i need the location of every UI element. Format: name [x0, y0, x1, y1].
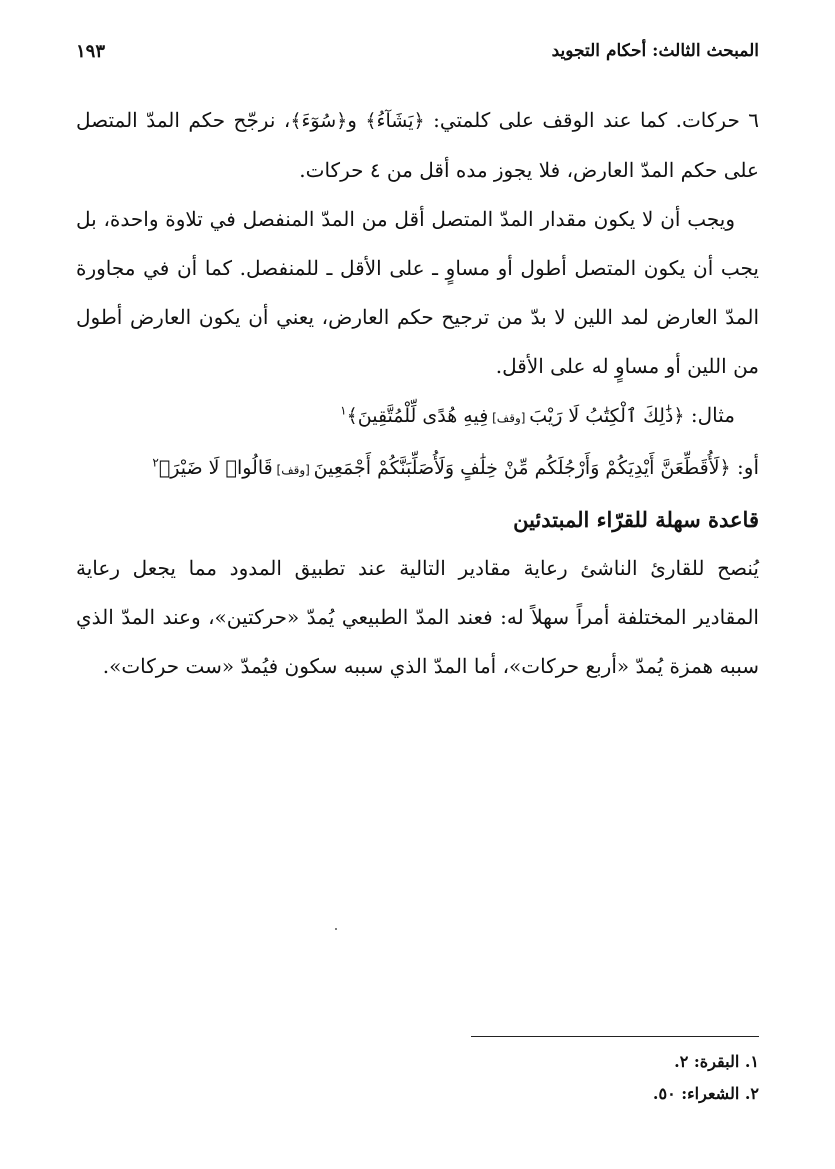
- footnote-2: ٢. الشعراء: ٥٠.: [652, 1084, 759, 1103]
- chapter-title: المبحث الثالث: أحكام التجويد: [551, 41, 759, 61]
- paragraph-3: يُنصح للقارئ الناشئ رعاية مقادير التالية عند تطبيق المدود مما يجعل رعاية المقادير المختلفة أمراً سهلاً له: فعند المدّ الطبيعي يُمدّ «حركتين»، وعند المدّ الذي سببه همزة يُمدّ «أربع حركات»، أما المدّ الذي سببه سكون فيُمدّ «ست حركات».: [76, 556, 759, 678]
- paragraph-1-text-c: ، نرجّح حكم المدّ المتصل على حكم المدّ العارض، فلا يجوز مده أقل من ٤ حركات.: [76, 108, 759, 182]
- footnote-ref-2: ٢: [152, 455, 159, 470]
- example-2: [76, 443, 759, 495]
- footnote-1: ١. البقرة: ٢.: [674, 1052, 759, 1071]
- running-header: [76, 36, 759, 66]
- example-2-verse-a: ﴿لَأُقَطِّعَنَّ أَيْدِيَكُمْ وَأَرْجُلَكُم مِّنْ خِلَٰفٍ وَلَأُصَلِّبَنَّكُمْ أَجْمَعِينَ: [313, 457, 731, 479]
- footnote-ref-1: ١: [340, 403, 347, 418]
- waqf-mark: [وقف]: [488, 411, 530, 425]
- quran-word-suu: ﴿سُوٓءَ﴾: [290, 110, 348, 132]
- waqf-mark: [وقف]: [272, 463, 314, 477]
- footnotes: [359, 1046, 759, 1110]
- example-1-verse-a: ﴿ذَٰلِكَ ٱلْكِتَٰبُ لَا رَيْبَ: [529, 405, 685, 427]
- paragraph-1-text-b: و: [347, 108, 366, 132]
- example-2-verse-b: قَالُوا۟ لَا ضَيْرَ﴾: [158, 457, 273, 479]
- paragraph-2: ويجب أن لا يكون مقدار المدّ المتصل أقل من المدّ المنفصل في تلاوة واحدة، بل يجب أن يكون المتصل أطول أو مساوٍ ـ على الأقل ـ للمنفصل. كما أن في مجاورة المدّ العارض لمد اللين لا بدّ من ترجيح حكم العارض، يعني أن يكون العارض أطول من اللين أو مساوٍ له على الأقل.: [76, 207, 759, 378]
- example-1-verse-b: فِيهِ هُدًى لِّلْمُتَّقِينَ﴾: [346, 405, 489, 427]
- main-text: [76, 96, 759, 691]
- print-speck: [335, 928, 337, 930]
- page-number: ١٩٣: [76, 40, 106, 62]
- paragraph-1: [76, 96, 759, 195]
- section-heading: قاعدة سهلة للقرّاء المبتدئين: [513, 507, 759, 532]
- footnote-divider: [471, 1036, 759, 1037]
- quran-word-yashaa: ﴿يَشَآءُ﴾: [365, 110, 425, 132]
- example-2-label: أو:: [730, 455, 759, 479]
- paragraph-1-text-a: ٦ حركات. كما عند الوقف على كلمتي:: [424, 108, 760, 132]
- example-1: [76, 391, 759, 443]
- example-1-label: مثال:: [684, 403, 735, 427]
